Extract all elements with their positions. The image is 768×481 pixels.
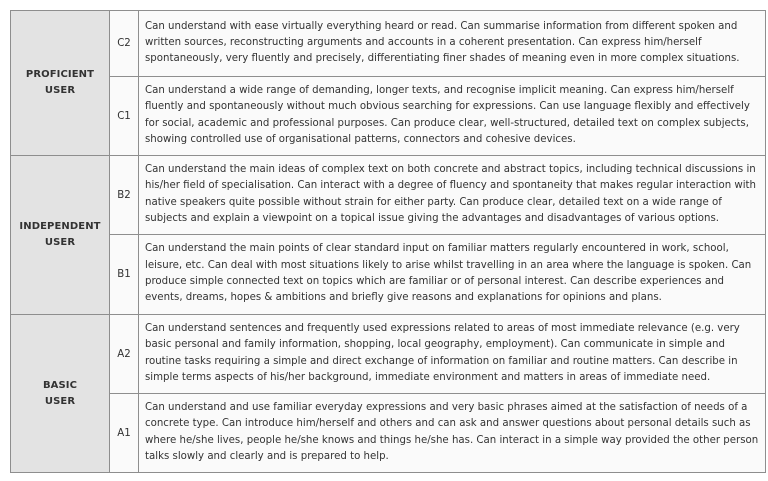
table-row bbox=[11, 11, 766, 77]
table-row bbox=[11, 394, 766, 473]
group-label: USER bbox=[44, 237, 76, 248]
table-row bbox=[11, 156, 766, 235]
group-label: INDEPENDENT bbox=[19, 221, 101, 232]
level-code-b1: B1 bbox=[110, 235, 139, 315]
group-label: USER bbox=[44, 85, 76, 96]
group-label: BASIC bbox=[42, 379, 78, 391]
table-row bbox=[11, 315, 766, 394]
table-row bbox=[11, 235, 766, 315]
level-description-b2: Can understand the main ideas of complex text on both concrete and abstract topics, including technical discussions in his/her field of specialisation. Can interact with a degree of fluency and spontaneity that makes regular interaction with native speakers quite possible without strain for either party. Can produce clear, detailed text on a wide range of subjects and explain a viewpoint on a topical issue giving the advantages and disadvantages of various options. bbox=[139, 156, 766, 235]
group-label: USER bbox=[44, 395, 76, 407]
group-independent-user bbox=[11, 156, 110, 315]
level-description-a1: Can understand and use familiar everyday expressions and very basic phrases aimed at the satisfaction of needs of a concrete type. Can introduce him/herself and others and can ask and answer questions about personal details such as where he/she lives, people he/she knows and things he/she has. Can interact in a simple way provided the other person talks slowly and clearly and is prepared to help. bbox=[139, 394, 766, 473]
level-description-c1: Can understand a wide range of demanding, longer texts, and recognise implicit meaning. Can express him/herself fluently and spontaneously without much obvious searching for expressions. Can use language flexibly and effectively for social, academic and professional purposes. Can produce clear, well-structured, detailed text on complex subjects, showing controlled use of organisational patterns, connectors and cohesive devices. bbox=[139, 77, 766, 156]
level-description-c2: Can understand with ease virtually everything heard or read. Can summarise information from different spoken and written sources, reconstructing arguments and accounts in a coherent presentation. Can express him/herself spontaneously, very fluently and precisely, differentiating finer shades of meaning even in more complex situations. bbox=[139, 11, 766, 77]
group-label: PROFICIENT bbox=[25, 69, 95, 80]
level-code-c2: C2 bbox=[110, 11, 139, 77]
level-code-b2: B2 bbox=[110, 156, 139, 235]
level-description-b1: Can understand the main points of clear standard input on familiar matters regularly encountered in work, school, leisure, etc. Can deal with most situations likely to arise whilst travelling in an area where the language is spoken. Can produce simple connected text on topics which are familiar or of personal interest. Can describe experiences and events, dreams, hopes & ambitions and briefly give reasons and explanations for opinions and plans. bbox=[139, 235, 766, 315]
group-basic-user bbox=[11, 315, 110, 473]
level-code-a1: A1 bbox=[110, 394, 139, 473]
level-description-a2: Can understand sentences and frequently used expressions related to areas of most immediate relevance (e.g. very basic personal and family information, shopping, local geography, employment). Can communicate in simple and routine tasks requiring a simple and direct exchange of information on familiar and routine matters. Can describe in simple terms aspects of his/her background, immediate environment and matters in areas of immediate need. bbox=[139, 315, 766, 394]
cefr-levels-table bbox=[10, 10, 766, 473]
group-proficient-user bbox=[11, 11, 110, 156]
level-code-c1: C1 bbox=[110, 77, 139, 156]
level-code-a2: A2 bbox=[110, 315, 139, 394]
table-row bbox=[11, 77, 766, 156]
